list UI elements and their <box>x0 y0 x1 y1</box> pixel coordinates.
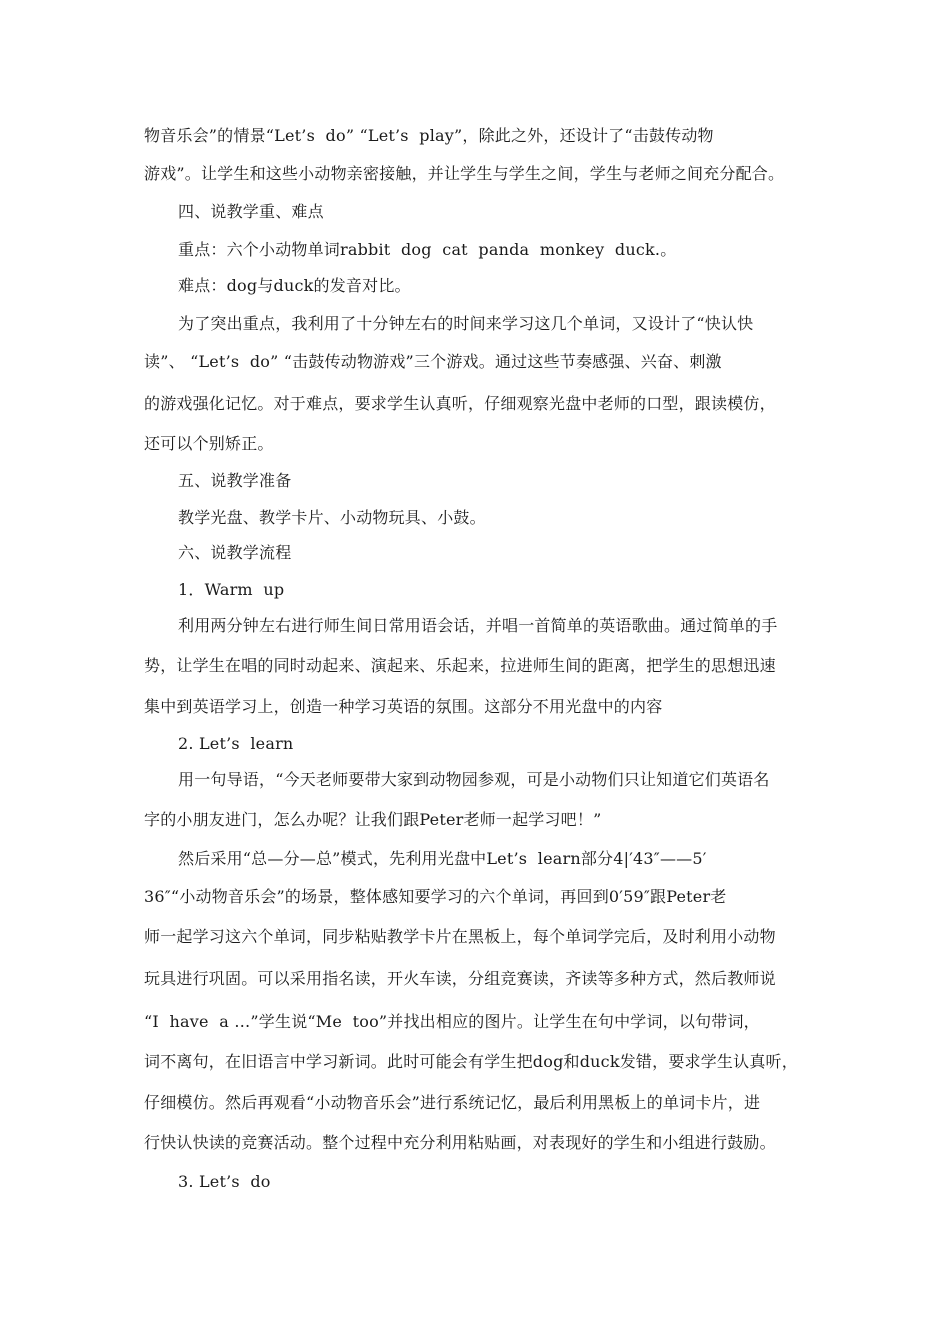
key-points-line: 重点：六个小动物单词rabbit dog cat panda monkey duck.。 <box>178 240 677 259</box>
difficulty-line: 难点：dog与duck的发音对比。 <box>178 276 411 295</box>
step-heading-lets-learn: 2. Let’s learn <box>178 734 294 753</box>
section-heading-process: 六、说教学流程 <box>178 543 292 562</box>
paragraph-line-15: 势，让学生在唱的同时动起来、演起来、乐起来，拉进师生间的距离，把学生的思想迅速 <box>144 656 776 675</box>
paragraph-line-20: 然后采用“总—分—总”模式，先利用光盘中Let’s learn部分4|′43″——5′ <box>178 849 707 868</box>
paragraph-line-24: “I have a …”学生说“Me too”并找出相应的图片。让学生在句中学词，以句带词， <box>144 1012 760 1031</box>
paragraph-line-6: 为了突出重点，我利用了十分钟左右的时间来学习这几个单词，又设计了“快认快 <box>178 314 754 333</box>
paragraph-line-26: 仔细模仿。然后再观看“小动物音乐会”进行系统记忆，最后利用黑板上的单词卡片，进 <box>144 1093 761 1112</box>
step-heading-lets-do: 3. Let’s do <box>178 1172 271 1191</box>
paragraph-line-25: 词不离句，在旧语言中学习新词。此时可能会有学生把dog和duck发错，要求学生认真听， <box>144 1052 798 1071</box>
section-heading-key-points: 四、说教学重、难点 <box>178 202 324 221</box>
step-heading-warm-up: 1．Warm up <box>178 580 285 599</box>
paragraph-line-19: 字的小朋友进门，怎么办呢？让我们跟Peter老师一起学习吧！” <box>144 810 602 829</box>
paragraph-line-1: 物音乐会”的情景“Let’s do” “Let’s play”，除此之外，还设计了“击鼓传动物 <box>144 126 714 145</box>
paragraph-line-8: 的游戏强化记忆。对于难点，要求学生认真听，仔细观察光盘中老师的口型，跟读模仿， <box>144 394 776 413</box>
paragraph-line-9: 还可以个别矫正。 <box>144 434 274 453</box>
section-heading-preparation: 五、说教学准备 <box>178 471 292 490</box>
paragraph-line-2: 游戏”。让学生和这些小动物亲密接触，并让学生与学生之间，学生与老师之间充分配合。 <box>144 164 785 183</box>
paragraph-line-7: 读”、 “Let’s do” “击鼓传动物游戏”三个游戏。通过这些节奏感强、兴奋、刺激 <box>144 352 722 371</box>
preparation-line: 教学光盘、教学卡片、小动物玩具、小鼓。 <box>178 508 486 527</box>
paragraph-line-21: 36″“小动物音乐会”的场景，整体感知要学习的六个单词，再回到0′59″跟Peter老 <box>144 887 727 906</box>
paragraph-line-22: 师一起学习这六个单词，同步粘贴教学卡片在黑板上，每个单词学完后，及时利用小动物 <box>144 927 776 946</box>
paragraph-line-14: 利用两分钟左右进行师生间日常用语会话，并唱一首简单的英语歌曲。通过简单的手 <box>178 616 778 635</box>
paragraph-line-18: 用一句导语，“今天老师要带大家到动物园参观，可是小动物们只让知道它们英语名 <box>178 770 770 789</box>
paragraph-line-16: 集中到英语学习上，创造一种学习英语的氛围。这部分不用光盘中的内容 <box>144 697 663 716</box>
paragraph-line-27: 行快认快读的竞赛活动。整个过程中充分利用粘贴画，对表现好的学生和小组进行鼓励。 <box>144 1133 776 1152</box>
paragraph-line-23: 玩具进行巩固。可以采用指名读，开火车读，分组竞赛读，齐读等多种方式，然后教师说 <box>144 969 776 988</box>
